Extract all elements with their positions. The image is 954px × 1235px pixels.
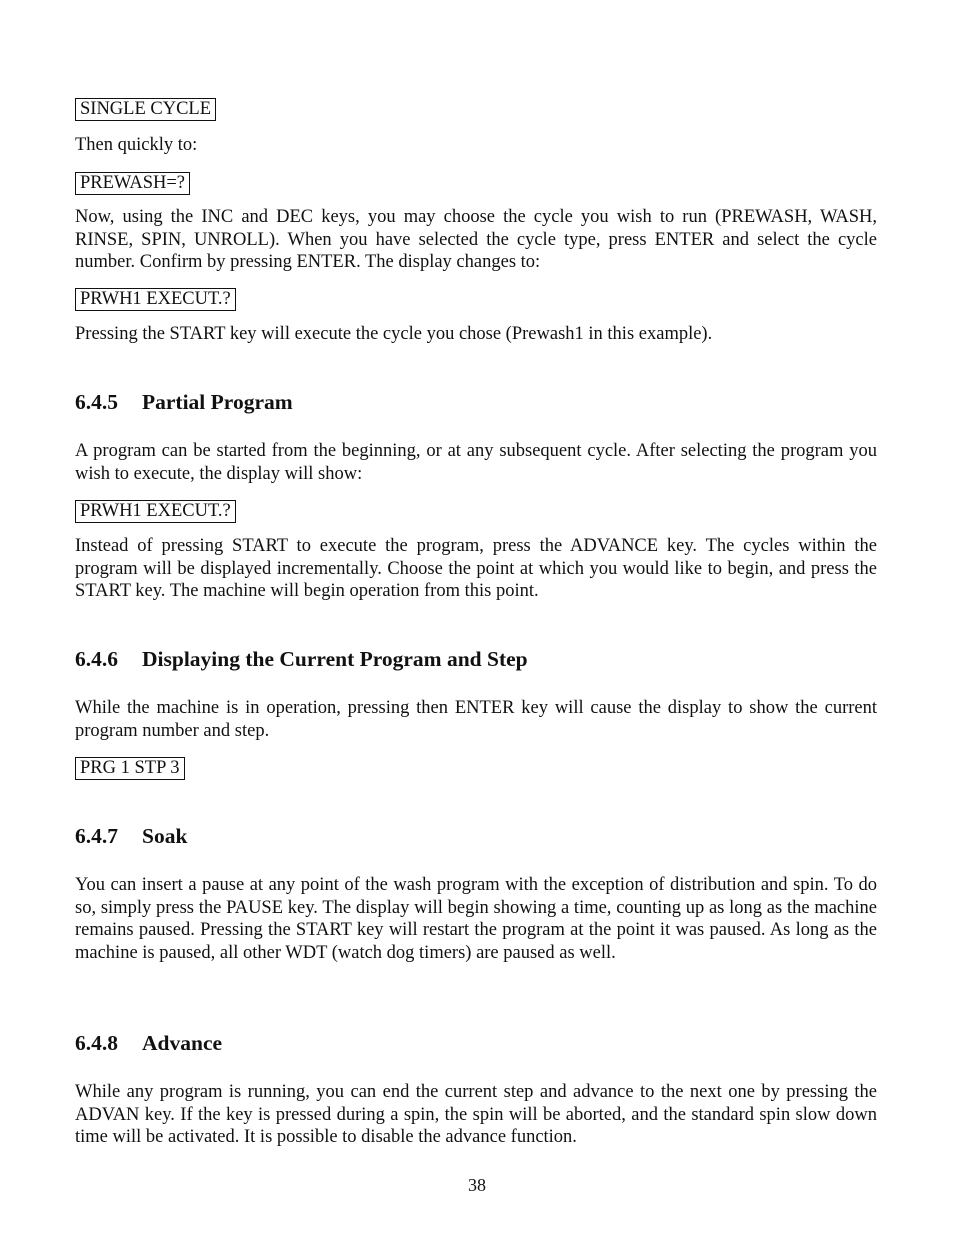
paragraph-text: While the machine is in operation, pressing then ENTER key will cause the display to show the current program number and step. (75, 698, 877, 741)
display-readout: PRG 1 STP 3 (75, 757, 185, 780)
paragraph (75, 697, 877, 742)
paragraph-text: Pressing the START key will execute the cycle you chose (Prewash1 in this example). (75, 324, 713, 344)
paragraph-text: Then quickly to: (75, 135, 198, 155)
paragraph-text: Now, using the INC and DEC keys, you may choose the cycle you wish to run (PREWASH, WASH, RINSE, SPIN, UNROLL). When you have selected the cycle type, press ENTER and select the cycle number. Confirm by pressing ENTER. The display changes to: (75, 207, 877, 272)
section-number: 6.4.8 (75, 1031, 118, 1055)
section-heading-6-4-5 (75, 389, 877, 415)
section-number: 6.4.6 (75, 647, 118, 671)
display-box-prg-stp (75, 757, 877, 780)
section-title: Soak (142, 824, 188, 848)
section-number: 6.4.5 (75, 390, 118, 414)
paragraph (75, 535, 877, 603)
section-title: Advance (142, 1031, 223, 1055)
page-number: 38 (468, 1175, 486, 1195)
section-heading-6-4-7 (75, 823, 877, 849)
paragraph (75, 323, 877, 346)
display-box-prwh1 (75, 288, 877, 311)
paragraph (75, 134, 877, 157)
paragraph-text: While any program is running, you can end the current step and advance to the next one by pressing the ADVAN key. If the key is pressed during a spin, the spin will be aborted, and the standard spin slow down time will be activated. It is possible to disable the advance function. (75, 1082, 877, 1147)
paragraph (75, 874, 877, 964)
section-title: Displaying the Current Program and Step (142, 647, 528, 671)
paragraph (75, 1081, 877, 1149)
paragraph-text: You can insert a pause at any point of the wash program with the exception of distribution and spin. To do so, simply press the PAUSE key. The display will begin showing a time, counting up as long as the machine remains paused. Pressing the START key will restart the program at the point it was paused. As long as the machine is paused, all other WDT (watch dog timers) are paused as well. (75, 875, 877, 963)
paragraph-text: A program can be started from the beginning, or at any subsequent cycle. After selecting the program you wish to execute, the display will show: (75, 441, 877, 484)
section-heading-6-4-6 (75, 646, 877, 672)
section-heading-6-4-8 (75, 1030, 877, 1056)
display-box-single-cycle (75, 98, 877, 121)
display-readout: SINGLE CYCLE (75, 98, 216, 121)
display-readout: PRWH1 EXECUT.? (75, 500, 236, 523)
paragraph-text: Instead of pressing START to execute the program, press the ADVANCE key. The cycles within the program will be displayed incrementally. Choose the point at which you would like to begin, and press the START key. The machine will begin operation from this point. (75, 536, 877, 601)
display-readout: PRWH1 EXECUT.? (75, 288, 236, 311)
display-box-prewash (75, 172, 877, 195)
paragraph (75, 440, 877, 485)
section-number: 6.4.7 (75, 824, 118, 848)
display-box-prwh1 (75, 500, 877, 523)
paragraph (75, 206, 877, 274)
display-readout: PREWASH=? (75, 172, 190, 195)
section-title: Partial Program (142, 390, 293, 414)
